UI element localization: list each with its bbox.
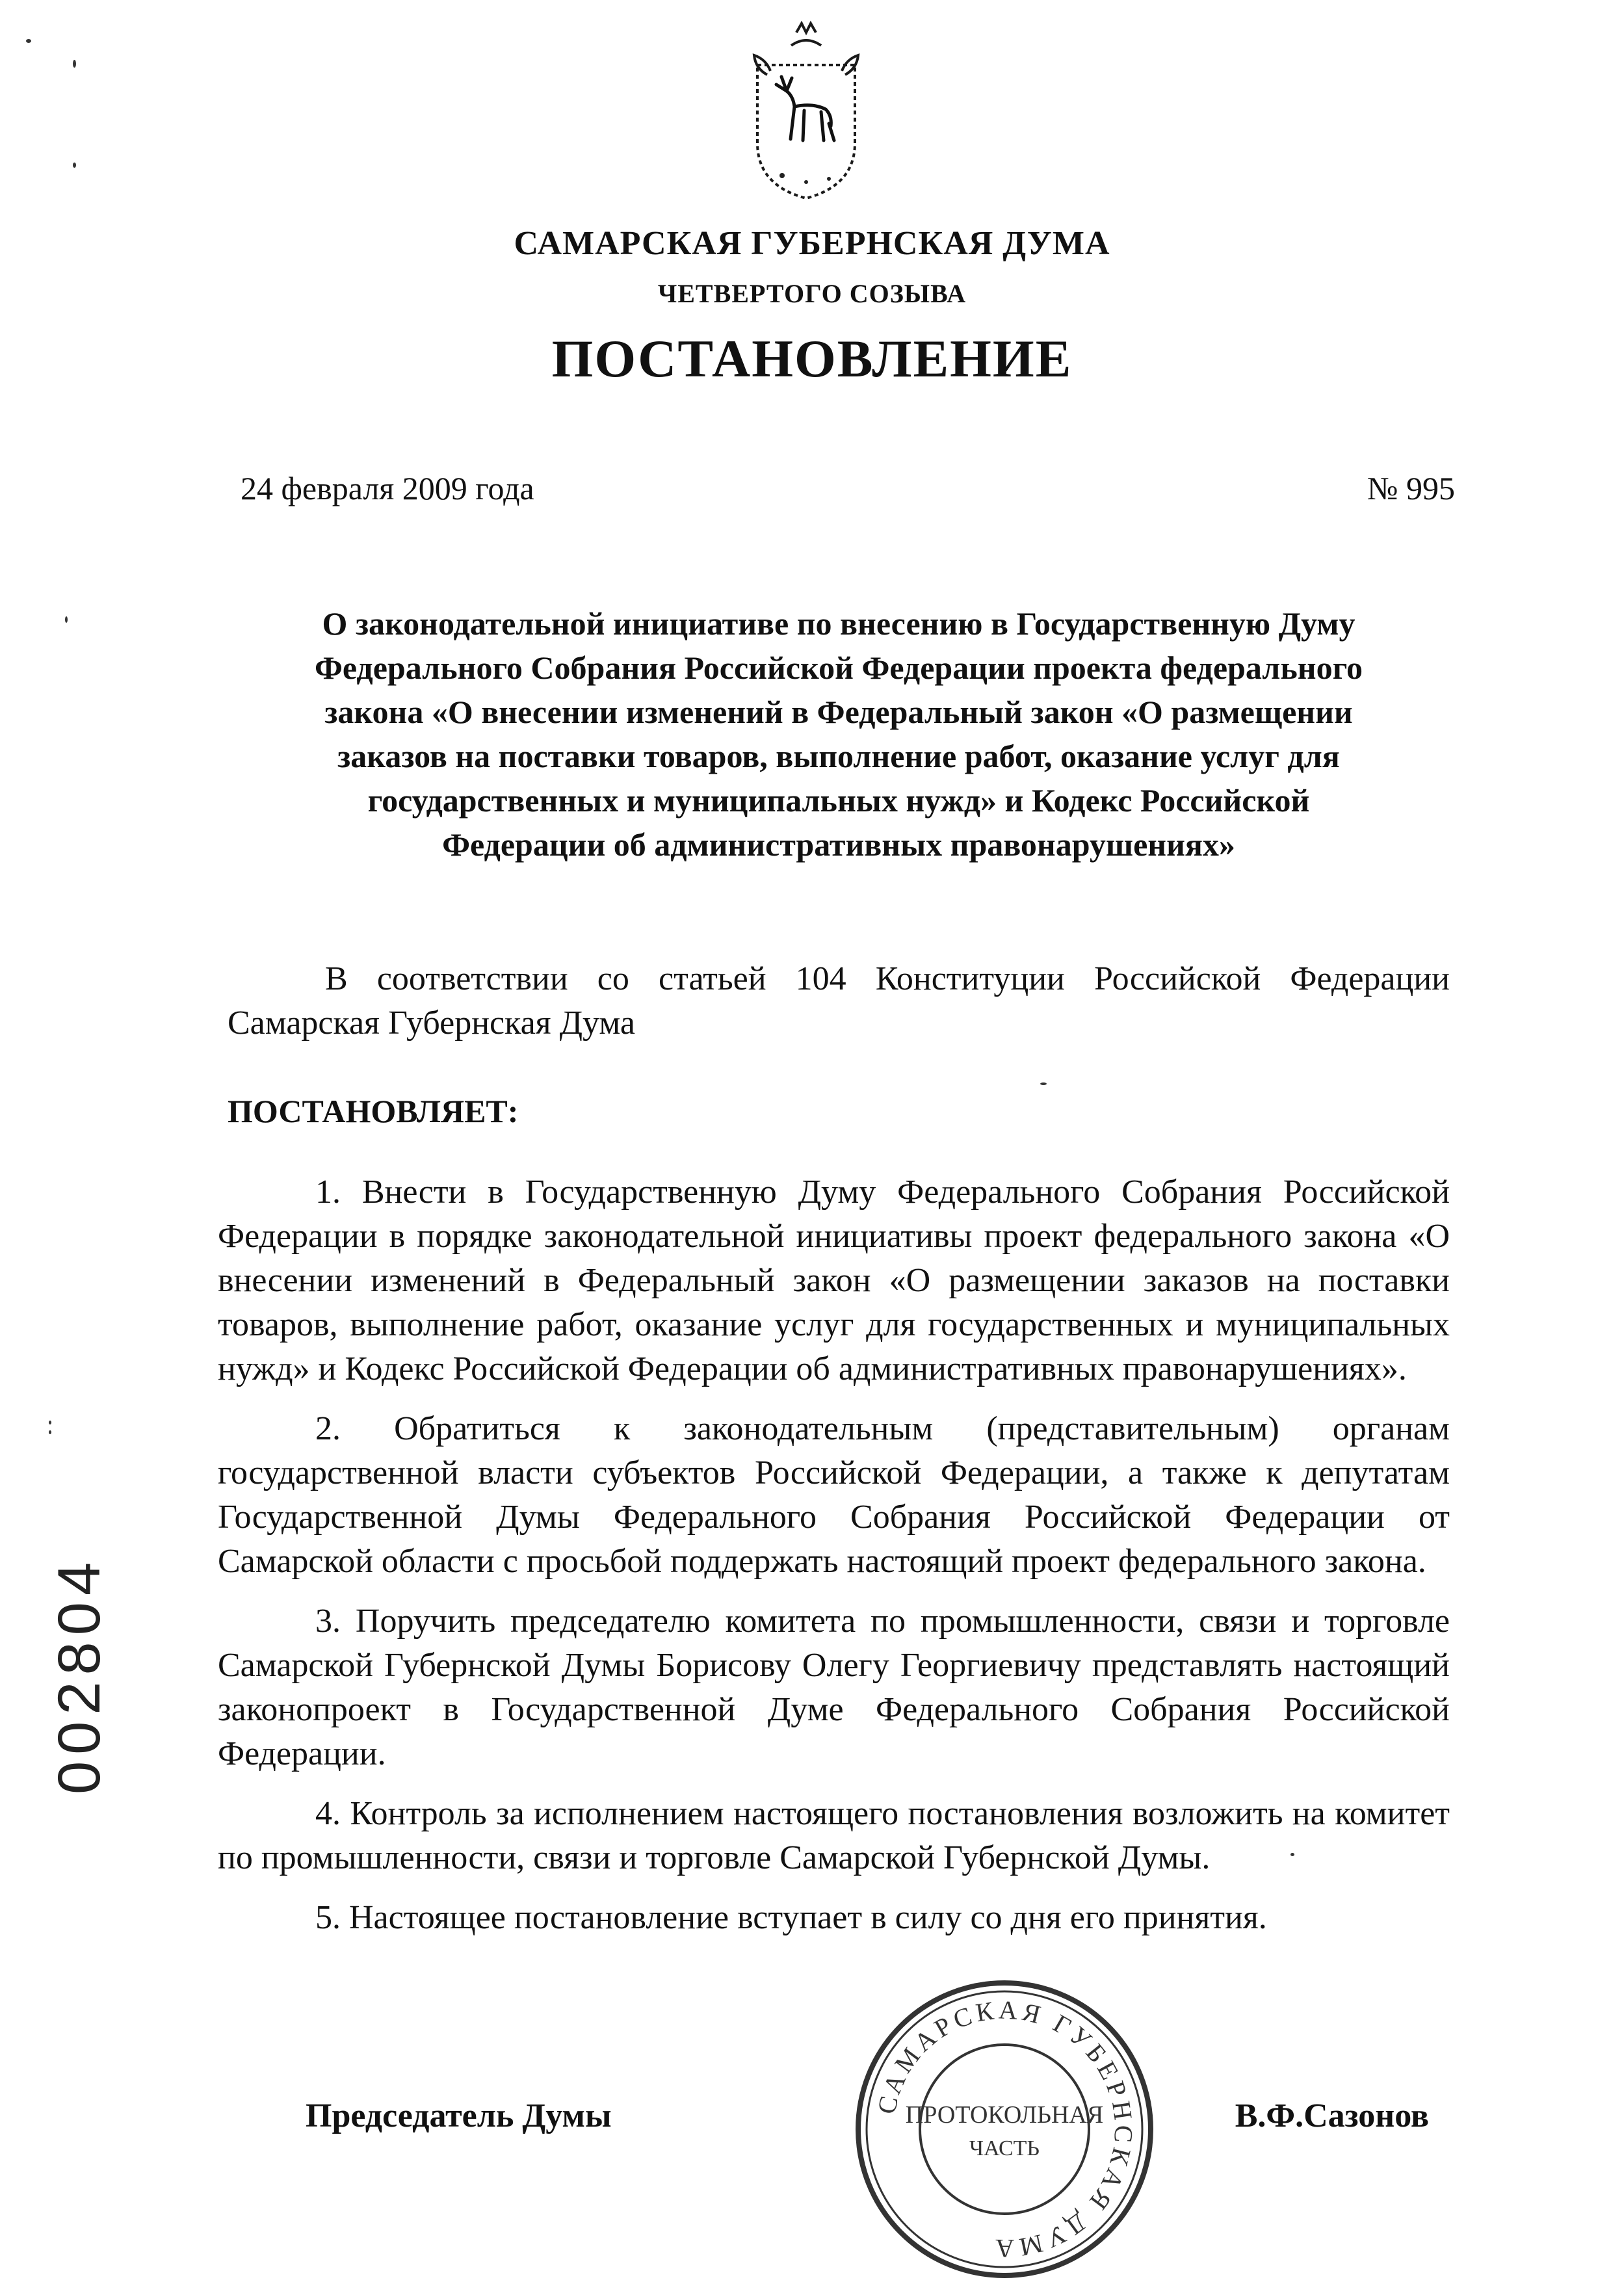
item-text: Поручить председателю комитета по промышленности, связи и торговле Самарской Губернской Думы Борисову Олегу Георгиевичу представлять настоящий законопроект в Государственной Думе Федерального Собрания Российской Федерации. [218,1603,1450,1772]
title-line: закона «О внесении изменений в Федеральный закон «О размещении [324,694,1353,730]
item-text: Внести в Государственную Думу Федерального Собрания Российской Федерации в порядке законодательной инициативы проект федерального закона «О внесении изменений в Федеральный закон «О размещении заказов на поставки товаров, выполнение работ, оказание услуг для государственных и муниципальных нужд» и Кодекс Российской Федерации об административных правонарушениях». [218,1174,1450,1387]
stamp-ring-text: САМАРСКАЯ ГУБЕРНСКАЯ ДУМА [871,1995,1139,2264]
scan-speck [1290,1853,1294,1856]
signatory-title: Председатель Думы [306,2097,612,2134]
resolution-title [221,601,1456,867]
document-type-heading: ПОСТАНОВЛЕНИЕ [551,329,1073,388]
item-text: Контроль за исполнением настоящего постановления возложить на комитет по промышленности, связи и торговле Самарской Губернской Думы. [218,1795,1450,1876]
resolution-item [218,1792,1450,1880]
stamp-line-1: ПРОТОКОЛЬНАЯ [905,2101,1104,2129]
official-stamp [852,1976,1157,2282]
scan-speck [26,39,31,43]
document-number: № 995 [1367,470,1455,506]
registration-number: 002804 [46,1556,112,1794]
scan-speck [49,1430,51,1434]
scan-speck [65,616,68,623]
resolution-item [218,1170,1450,1391]
title-line: заказов на поставки товаров, выполнение работ, оказание услуг для [337,738,1340,774]
item-number: 3. [315,1603,341,1640]
organization-name: САМАРСКАЯ ГУБЕРНСКАЯ ДУМА [514,225,1110,262]
resolution-item [218,1407,1450,1584]
title-line: О законодательной инициативе по внесению в Государственную Думу [322,605,1356,642]
item-text: Обратиться к законодательным (представительным) органам государственной власти субъектов Российской Федерации, а также к депутатам Государственной Думы Федерального Собрания Российской Федерации от Самарской области с просьбой поддержать настоящий проект федерального закона. [218,1410,1450,1580]
resolution-item [218,1896,1450,1940]
item-number: 4. [315,1795,341,1832]
resolution-items [218,1170,1450,1956]
svg-text:САМАРСКАЯ ГУБЕРНСКАЯ ДУМА [871,1995,1138,2263]
resolution-item [218,1599,1450,1776]
resolves-label: ПОСТАНОВЛЯЕТ: [228,1093,519,1129]
item-number: 5. [315,1899,341,1936]
document-date: 24 февраля 2009 года [241,470,534,506]
item-number: 1. [315,1174,341,1211]
title-line: Федерального Собрания Российской Федерации проекта федерального [314,649,1363,686]
item-number: 2. [315,1410,341,1447]
signatory-name: В.Ф.Сазонов [1235,2097,1429,2134]
scan-speck [73,163,76,168]
scan-speck [73,60,76,68]
item-text: Настоящее постановление вступает в силу со дня его принятия. [349,1899,1267,1936]
scan-speck [1040,1082,1047,1085]
scan-speck [49,1421,51,1424]
title-line: государственных и муниципальных нужд» и Кодекс Российской [367,782,1310,819]
convocation-label: ЧЕТВЕРТОГО СОЗЫВА [657,279,967,308]
title-line: Федерации об административных правонарушениях» [442,826,1235,863]
stamp-line-2: ЧАСТЬ [969,2136,1040,2160]
coat-of-arms-emblem [731,20,881,208]
intro-paragraph: В соответствии со статьей 104 Конституции Российской Федерации Самарская Губернская Дума [228,960,1450,1042]
